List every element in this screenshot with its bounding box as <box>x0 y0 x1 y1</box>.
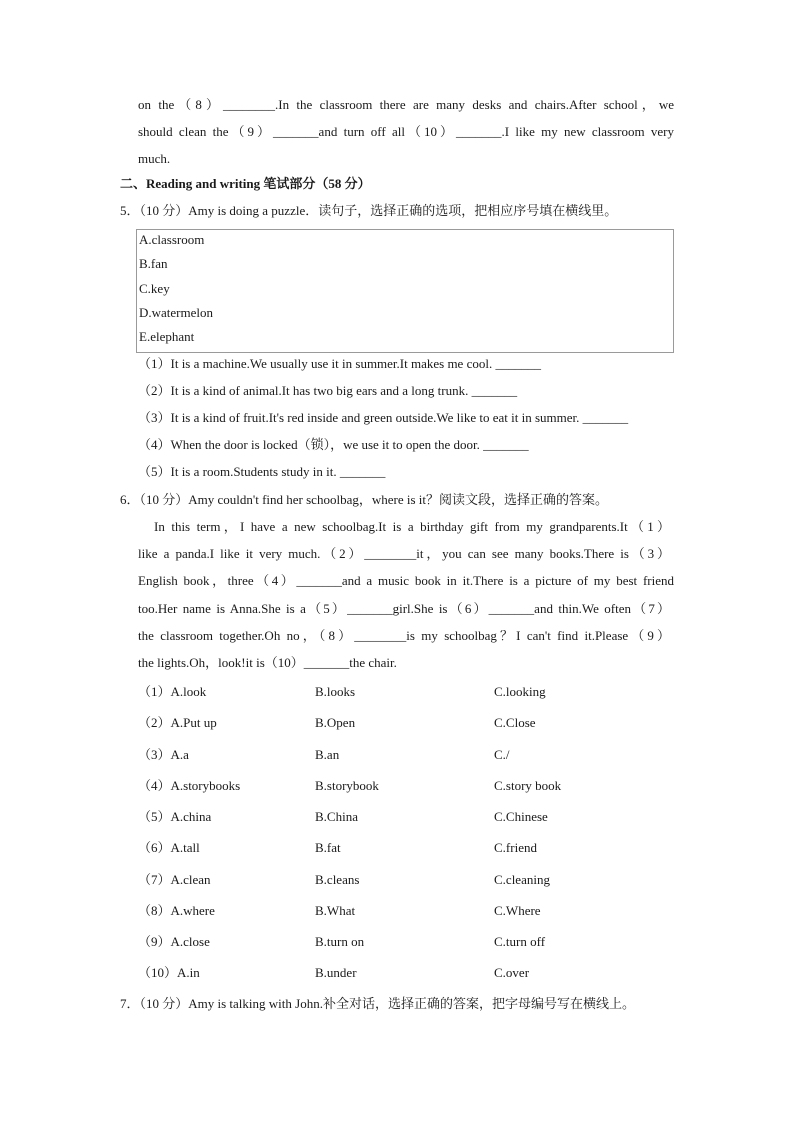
section-2-title: 二、Reading and writing 笔试部分（58 分） <box>120 176 371 191</box>
q6-passage-line-3: English book，three（4）_______and a music book in it.There is a picture of my best friend <box>138 573 674 588</box>
q6-stem: 6．（10 分）Amy couldn't find her schoolbag，where is it？阅读文段，选择正确的答案。 <box>120 492 608 507</box>
q6-choice-8-a: （8）A.where <box>138 903 215 918</box>
q6-choice-9-b: B.turn on <box>315 934 365 949</box>
q6-choice-3-a: （3）A.a <box>138 747 189 762</box>
q6-choice-3-c: C./ <box>494 747 510 762</box>
passage-tail-line-1: on the（8）________.In the classroom there are many desks and chairs.After school，we <box>138 97 674 112</box>
q5-item-5: （5）It is a room.Students study in it. _______ <box>138 464 386 479</box>
q5-stem: 5．（10 分）Amy is doing a puzzle．读句子，选择正确的选项，把相应序号填在横线里。 <box>120 203 618 218</box>
q6-passage-line-1: In this term，I have a new schoolbag.It is a birthday gift from my grandparents.It（1） <box>154 519 670 534</box>
q6-choice-9-a: （9）A.close <box>138 934 210 949</box>
q6-choice-4-b: B.storybook <box>315 778 379 793</box>
q6-choice-1-c: C.looking <box>494 684 546 699</box>
q6-choice-7-a: （7）A.clean <box>138 872 211 887</box>
q7-stem: 7．（10 分）Amy is talking with John.补全对话，选择正确的答案，把字母编号写在横线上。 <box>120 996 635 1011</box>
q6-choice-10-c: C.over <box>494 965 530 980</box>
q5-item-3: （3）It is a kind of fruit.It's red inside and green outside.We like to eat it in summer. _______ <box>138 410 629 425</box>
q6-choice-1-a: （1）A.look <box>138 684 207 699</box>
q6-choice-8-b: B.What <box>315 903 356 918</box>
q6-choice-7-b: B.cleans <box>315 872 360 887</box>
q6-choice-10-b: B.under <box>315 965 357 980</box>
q6-choice-9-c: C.turn off <box>494 934 546 949</box>
q6-choice-7-c: C.cleaning <box>494 872 550 887</box>
q6-choice-2-c: C.Close <box>494 715 536 730</box>
q6-choice-5-b: B.China <box>315 809 358 824</box>
q6-choice-4-a: （4）A.storybooks <box>138 778 241 793</box>
q6-choice-3-b: B.an <box>315 747 340 762</box>
q5-option-b: B.fan <box>139 256 168 271</box>
q6-choice-5-c: C.Chinese <box>494 809 548 824</box>
q5-item-1: （1）It is a machine.We usually use it in summer.It makes me cool. _______ <box>138 356 541 371</box>
passage-tail-line-2: should clean the（9）_______and turn off all（10）_______.I like my new classroom very <box>138 124 674 139</box>
q5-option-box <box>136 229 674 353</box>
q6-passage-line-4: too.Her name is Anna.She is a（5）_______girl.She is（6）_______and thin.We often（7） <box>138 601 670 616</box>
q6-choice-2-a: （2）A.Put up <box>138 715 217 730</box>
q5-item-2: （2）It is a kind of animal.It has two big ears and a long trunk. _______ <box>138 383 518 398</box>
q5-option-e: E.elephant <box>139 329 195 344</box>
q6-passage-line-5: the classroom together.Oh no，（8）________is my schoolbag？I can't find it.Please（9） <box>138 628 670 643</box>
q5-option-c: C.key <box>139 281 170 296</box>
q6-choice-4-c: C.story book <box>494 778 562 793</box>
q6-passage-line-6: the lights.Oh，look!it is（10）_______the chair. <box>138 655 397 670</box>
q5-item-4: （4）When the door is locked（锁），we use it to open the door. _______ <box>138 437 529 452</box>
q6-choice-2-b: B.Open <box>315 715 356 730</box>
q5-option-a: A.classroom <box>139 232 205 247</box>
passage-tail-line-3: much. <box>138 151 171 166</box>
q6-passage-line-2: like a panda.I like it very much.（2）________it，you can see many books.There is（3） <box>138 546 670 561</box>
q6-choice-8-c: C.Where <box>494 903 541 918</box>
q6-choice-10-a: （10）A.in <box>138 965 200 980</box>
q5-option-d: D.watermelon <box>139 305 214 320</box>
q6-choice-6-c: C.friend <box>494 840 537 855</box>
q6-choice-5-a: （5）A.china <box>138 809 212 824</box>
q6-choice-1-b: B.looks <box>315 684 356 699</box>
q6-choice-6-b: B.fat <box>315 840 341 855</box>
q6-choice-6-a: （6）A.tall <box>138 840 200 855</box>
